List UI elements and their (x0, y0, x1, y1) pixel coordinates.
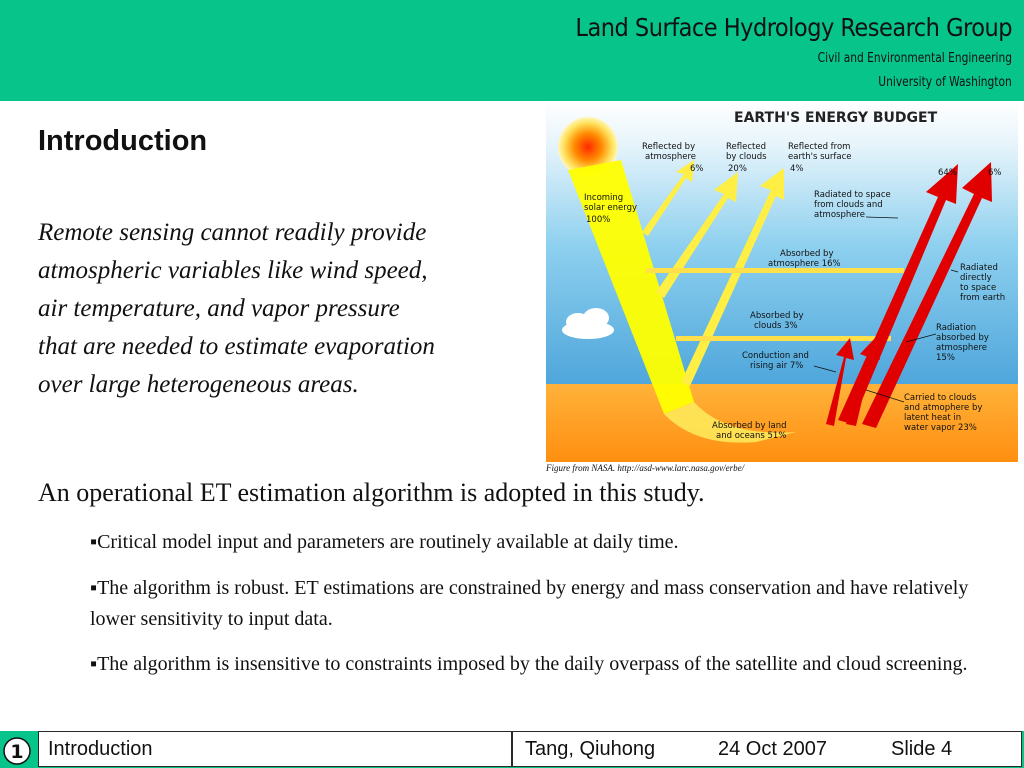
lead-line: atmospheric variables like wind speed, (38, 257, 428, 284)
footer-author: Tang, Qiuhong (525, 738, 656, 760)
label-radiated-earth: Radiated directly to space from earth (960, 263, 1006, 303)
lead-line: Remote sensing cannot readily provide (38, 219, 427, 246)
label-6-percent: 6% (988, 168, 1002, 178)
label-reflected-atm: Reflected by atmosphere 6% (642, 142, 704, 174)
lead-paragraph (38, 214, 543, 404)
bullet-item (90, 649, 1010, 680)
slide-number-badge (2, 736, 32, 766)
label-reflected-clouds: Reflected by clouds 20% (726, 142, 767, 174)
bullet-marker: ▪ (90, 653, 98, 675)
main-statement: An operational ET estimation algorithm is adopted in this study. (38, 478, 705, 507)
lead-line: that are needed to estimate evaporation (38, 333, 435, 360)
bullet-text: The algorithm is robust. ET estimations are constrained by energy and mass conservation and have relatively lower sensitivity to input data. (90, 577, 969, 630)
footer-slide-number: Slide 4 (891, 738, 953, 760)
svg-text:1: 1 (10, 741, 24, 763)
energy-budget-figure (546, 102, 1018, 462)
university-name: University of Washington (878, 75, 1012, 90)
label-radiated-clouds: Radiated to space from clouds and atmosphere (814, 190, 891, 220)
label-absorbed-atm: Absorbed by atmosphere 16% (768, 249, 841, 269)
label-conduction: Conduction and rising air 7% (742, 351, 809, 371)
bullet-text: The algorithm is insensitive to constraints imposed by the daily overpass of the satellite and cloud screening. (97, 653, 968, 675)
footer-section-box (38, 731, 512, 767)
figure-title: EARTH'S ENERGY BUDGET (734, 110, 938, 126)
research-group-title: Land Surface Hydrology Research Group (575, 13, 1012, 42)
absorbed-clouds-arrow (676, 336, 891, 341)
label-absorbed-clouds: Absorbed by clouds 3% (750, 311, 804, 331)
label-absorbed-land: Absorbed by land and oceans 51% (712, 421, 787, 441)
bullet-item (90, 527, 1010, 558)
lead-line: air temperature, and vapor pressure (38, 295, 400, 322)
footer-date: 24 Oct 2007 (718, 738, 827, 760)
label-carried: Carried to clouds and atmophere by latent heat in water vapor 23% (904, 393, 983, 433)
footer-section: Introduction (48, 738, 153, 760)
bullet-text: Critical model input and parameters are routinely available at daily time. (97, 531, 679, 553)
label-radiation-absorbed: Radiation absorbed by atmosphere 15% (936, 323, 989, 363)
label-reflected-surface: Reflected from earth's surface 4% (788, 142, 852, 174)
label-64-percent: 64% (938, 168, 957, 178)
label-incoming-solar: Incoming solar energy 100% (584, 193, 638, 225)
header-bar (0, 0, 1024, 101)
lead-line: over large heterogeneous areas. (38, 371, 359, 398)
bullet-item (90, 573, 1010, 635)
bullet-marker: ▪ (90, 577, 98, 599)
figure-caption: Figure from NASA. http://asd-www.larc.nasa.gov/erbe/ (546, 463, 745, 473)
slide-title: Introduction (38, 125, 208, 157)
bullet-marker: ▪ (90, 531, 98, 553)
department-name: Civil and Environmental Engineering (817, 51, 1012, 66)
footer-info-box (512, 731, 1022, 767)
